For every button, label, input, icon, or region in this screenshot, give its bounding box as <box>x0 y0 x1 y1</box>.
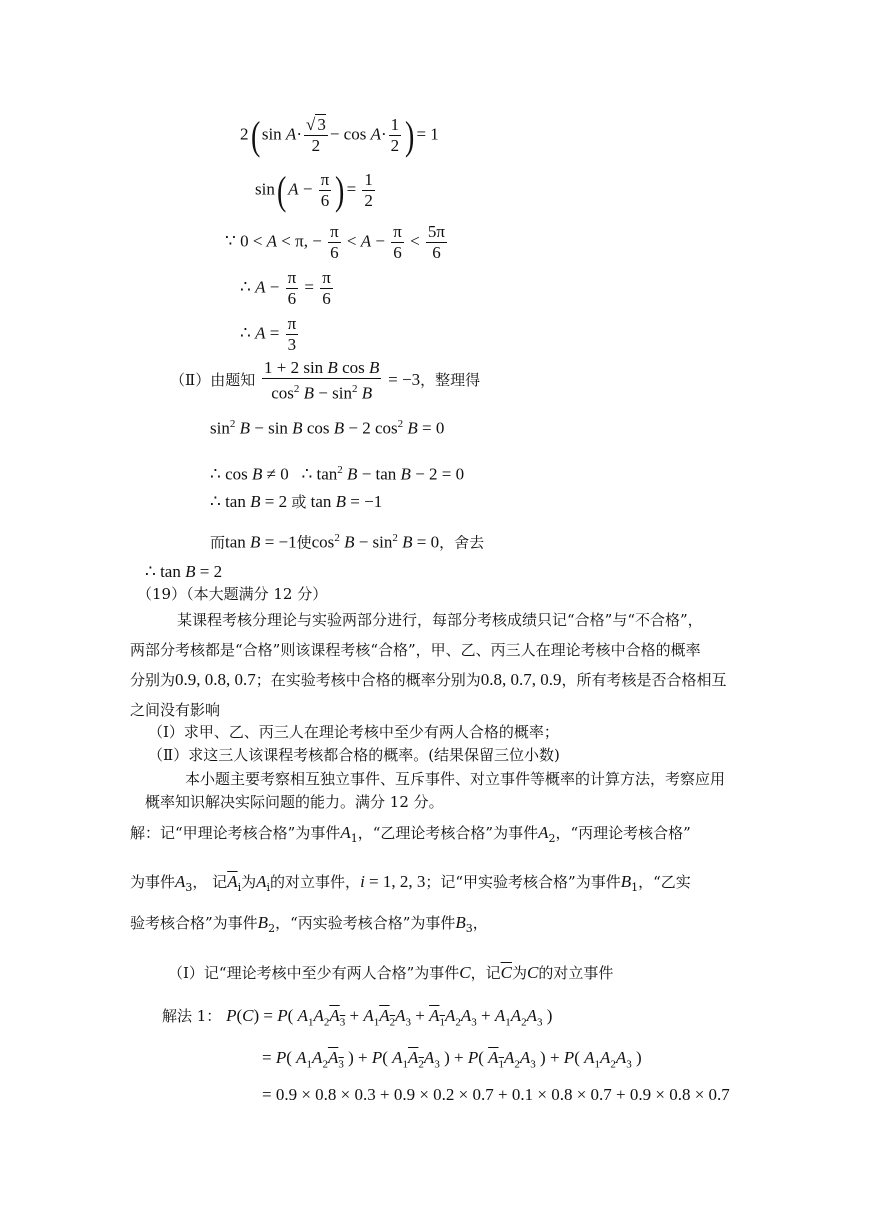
problem-text-2: 两部分考核都是“合格”则该课程考核“合格”，甲、乙、丙三人在理论考核中合格的概率 <box>130 641 701 659</box>
sol-h: ；记“甲实验考核合格”为事件 <box>425 873 621 891</box>
part1-b: ，记 <box>470 964 501 982</box>
part2-after: ，整理得 <box>420 370 481 389</box>
eq-line-1: 2( sin A· $\frac{√ 3}{2}$ − cos A· $\frac{1}{2}$ ) = 1 <box>240 112 439 158</box>
use-word: 使 <box>296 535 312 552</box>
sol-c: ，“丙理论考核合格” <box>555 824 691 842</box>
problem-text-3b: ；在实验考核中合格的概率分别为 <box>255 671 481 689</box>
sol-i: ，“乙实 <box>638 873 691 891</box>
sol-d: 为事件 <box>130 873 176 891</box>
sol-l: ， <box>472 914 488 932</box>
sol-f: 为 <box>241 873 257 891</box>
eq-line-4: ∴ A − $\frac{\pi}{6}$ = $\frac{\pi}{6}$ <box>240 268 331 308</box>
note-2: 概率知识解决实际问题的能力。满分 12 分。 <box>145 793 444 811</box>
eq-line-7: ∴ cos B ≠ 0 ∴ $\tan^2 B - \tan B - 2 = 0$ <box>210 464 465 484</box>
problem-text-3 <box>130 670 727 690</box>
part1-c: 为 <box>511 964 527 982</box>
theory-values: 0.9, 0.8, 0.7 <box>175 670 256 689</box>
sol-e: ， 记 <box>192 873 228 891</box>
sol-k: ，“丙实验考核合格”为事件 <box>275 914 456 932</box>
part2-intro-line: （Ⅱ）由题知 $\frac{\text{1 + 2 sin B cos B}}{\cos^2 B - \sin^2 B}$ = −3，整理得 <box>170 358 481 403</box>
calc-line: = 0.9 × 0.8 × 0.3 + 0.9 × 0.2 × 0.7 + 0.1 × 0.8 × 0.7 + 0.9 × 0.8 × 0.7 <box>262 1085 730 1104</box>
solution-line-1: 解：记“甲理论考核合格”为事件$A_1$，“乙理论考核合格”为事件$A_2$，“丙理论考核合格” <box>130 823 691 845</box>
lab-values: 0.8, 0.7, 0.9 <box>480 670 562 689</box>
eq-line-9: 而tan B = −1使$\cos^2 B - \sin^2 B = 0$，舍去 <box>210 532 485 552</box>
question-2: （Ⅱ）求这三人该课程考核都合格的概率。(结果保留三位小数) <box>148 746 560 764</box>
solution-line-2: 为事件$A_3$， 记$\overline{A}_i$为$A_i$的对立事件，i = 1, 2, 3；记“甲实验考核合格”为事件$B_1$，“乙实 <box>130 872 691 894</box>
sol-a: 解：记“甲理论考核合格”为事件 <box>130 824 341 842</box>
part1-a: （Ⅰ）记“理论考核中至少有两人合格”为事件 <box>168 964 460 982</box>
problem-header: （19）（本大题满分 12 分） <box>137 585 328 603</box>
part1-d: 的对立事件 <box>538 964 614 982</box>
part1-line: （Ⅰ）记“理论考核中至少有两人合格”为事件C，记$\overline{C}$为C的对立事件 <box>168 963 614 982</box>
eq-line-5: ∴ A = $\frac{\pi}{3}$ <box>240 314 297 354</box>
method1-label: 解法 1： <box>162 1007 222 1025</box>
part2-intro: （Ⅱ）由题知 <box>170 370 256 389</box>
method1-expansion: = P( $A_1A_2A_3$ ) + P( $A_1A_2A_3$ ) + P( $A_1A_2A_3$ ) + P( $A_1A_2A_3$ ) <box>262 1048 642 1071</box>
sol-g: 的对立事件， <box>270 873 361 891</box>
eq-line-2: sin( A − $\frac{\pi}{6}$ ) = $\frac{1}{2}$ <box>255 167 373 213</box>
problem-text-4: 之间没有影响 <box>130 701 221 719</box>
method1-line: 解法 1： P(C) = P( $A_1A_2A_3 + A_1A_2A_3 + A_1A_2A_3 + A_1A_2A_3$ ) <box>162 1006 553 1029</box>
eq-line-8: ∴ tan B = 2 或 tan B = −1 <box>210 492 383 511</box>
question-1: （Ⅰ）求甲、乙、丙三人在理论考核中至少有两人合格的概率； <box>148 723 559 741</box>
sol-b: ，“乙理论考核合格”为事件 <box>357 824 539 842</box>
problem-text-3a: 分别为 <box>130 671 176 689</box>
discard-text: ，舍去 <box>439 535 485 552</box>
but-word: 而 <box>210 535 226 552</box>
eq-line-10: ∴ tan B = 2 <box>145 562 223 581</box>
note-1: 本小题主要考察相互独立事件、互斥事件、对立事件等概率的计算方法，考察应用 <box>185 770 726 788</box>
problem-text-3c: ，所有考核是否合格相互 <box>561 671 727 689</box>
eq-line-3: ∵ 0 < A < π, − $\frac{\pi}{6}$ < A − $\frac{\pi}{6}$ < $\frac{5\pi}{6}$ <box>225 222 446 262</box>
or-word: 或 <box>291 495 307 511</box>
eq-line-6: $\sin^2 B - \sin B$ cos B − 2 $\cos^2 B = 0$ <box>210 418 445 438</box>
solution-line-3: 验考核合格”为事件$B_2$，“丙实验考核合格”为事件$B_3$， <box>130 913 488 935</box>
sol-j: 验考核合格”为事件 <box>130 914 258 932</box>
problem-text-1: 某课程考核分理论与实验两部分进行，每部分考核成绩只记“合格”与“不合格”， <box>177 611 703 629</box>
